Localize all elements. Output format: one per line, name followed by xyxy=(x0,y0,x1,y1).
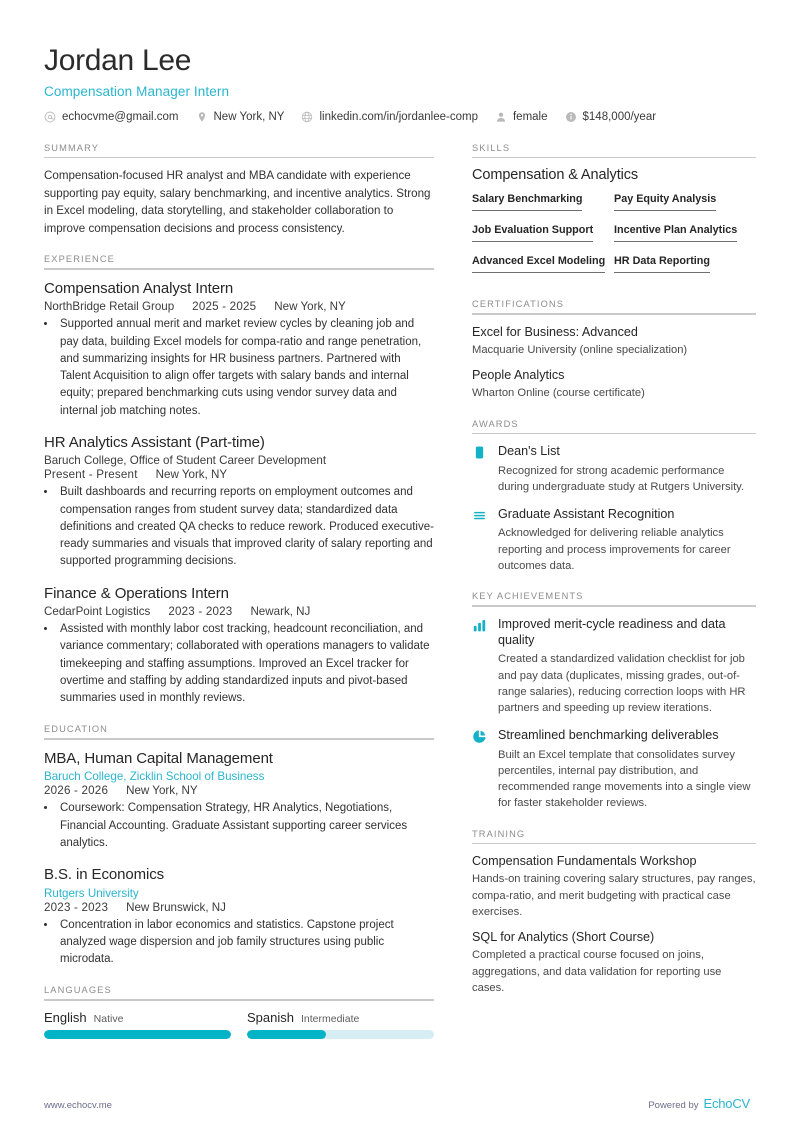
language-progress-fill xyxy=(247,1030,326,1039)
summary-section-title: SUMMARY xyxy=(44,142,100,153)
entry-bullet: • Concentration in labor economics and statistics. Capstone project analyzed wage dispersion and job family structures using public microdata. xyxy=(57,917,434,969)
entry-school: Baruch College, Zicklin School of Business xyxy=(44,770,265,784)
achievements-section xyxy=(472,591,756,811)
awards-list xyxy=(472,443,756,574)
entry-role: HR Analytics Assistant (Part-time) xyxy=(44,433,265,451)
experience-section xyxy=(44,254,434,707)
skill-chip xyxy=(472,220,614,242)
contact-item[interactable] xyxy=(495,111,548,123)
entry-organization: Baruch College, Office of Student Career Development xyxy=(44,454,327,468)
contact-text: New York, NY xyxy=(213,110,285,123)
entry-role: Compensation Analyst Intern xyxy=(44,279,234,297)
contact-item[interactable] xyxy=(565,111,657,123)
entry-location: Newark, NJ xyxy=(250,605,311,619)
award-title: Dean's List xyxy=(498,444,560,459)
education-section-title: EDUCATION xyxy=(44,724,108,735)
section-divider xyxy=(44,738,434,740)
language-name: Spanish xyxy=(247,1009,294,1025)
experience-entry xyxy=(44,584,434,708)
education-section xyxy=(44,724,434,968)
entry-role: Finance & Operations Intern xyxy=(44,584,229,602)
skill-label: Pay Equity Analysis xyxy=(614,193,716,211)
award-description: Acknowledged for delivering reliable analytics reporting and process improvements for career outcomes data. xyxy=(498,527,731,572)
achievement-body xyxy=(498,616,756,717)
experience-entry xyxy=(44,433,434,571)
skill-chip xyxy=(614,189,756,211)
education-list xyxy=(44,749,434,969)
education-entry xyxy=(44,865,434,968)
training-name: SQL for Analytics (Short Course) xyxy=(472,930,655,945)
entry-meta-line xyxy=(44,300,434,313)
entry-bullet: • Coursework: Compensation Strategy, HR Analytics, Negotiations, Financial Accounting. Graduate Assistant supporting career services analytics. xyxy=(57,800,434,852)
skill-chip xyxy=(472,251,614,273)
certification-item xyxy=(472,324,756,359)
language-head xyxy=(44,1010,231,1025)
awards-section-title: AWARDS xyxy=(472,418,519,429)
entry-date-location-line xyxy=(44,784,434,797)
language-progress-fill xyxy=(44,1030,231,1039)
achievement-description: Built an Excel template that consolidates survey percentiles, internal pay distribution, and recommended range movements into a single view for faster stakeholder reviews. xyxy=(498,748,751,810)
entry-degree: MBA, Human Capital Management xyxy=(44,749,273,767)
languages-list xyxy=(44,1010,434,1039)
skill-chip xyxy=(614,220,756,242)
entry-bullets xyxy=(44,621,434,707)
skill-label: Job Evaluation Support xyxy=(472,224,593,242)
entry-bullet: • Assisted with monthly labor cost tracking, headcount reconciliation, and variance commentary; collaborated with operations managers to validate timekeeping and staffing assumptions. Improved an Excel tracker for overtime and staffing by adding standardized inputs and pivot-based summaries used in monthly reviews. xyxy=(57,621,434,707)
summary-section xyxy=(44,143,434,238)
certifications-section-title: CERTIFICATIONS xyxy=(472,299,565,309)
contact-text: $148,000/year xyxy=(582,110,657,123)
achievements-section-title: KEY ACHIEVEMENTS xyxy=(472,591,584,602)
languages-section-title: LANGUAGES xyxy=(44,985,112,996)
entry-dates: 2023 - 2023 xyxy=(168,605,233,619)
education-entry xyxy=(44,749,434,852)
skills-section-title: SKILLS xyxy=(472,142,511,153)
training-item xyxy=(472,929,756,996)
list-lines-icon xyxy=(472,506,488,574)
certifications-section xyxy=(472,299,756,402)
bar-chart-icon xyxy=(472,616,488,717)
skills-section xyxy=(472,143,756,283)
pie-chart-icon xyxy=(472,727,488,811)
achievement-item xyxy=(472,727,756,811)
skill-label: Salary Benchmarking xyxy=(472,193,582,211)
info-circle-icon xyxy=(565,111,577,123)
language-name: English xyxy=(44,1009,87,1025)
achievement-description: Created a standardized validation checklist for job and pay data (duplicates, missing grades, out-of-range salaries), reducing correction loops with HR partners and speeding up review iterations. xyxy=(498,653,746,714)
resume-columns xyxy=(44,142,756,1056)
training-list xyxy=(472,853,756,996)
entry-location: New York, NY xyxy=(155,468,228,482)
certification-name: People Analytics xyxy=(472,368,565,383)
entry-organization: NorthBridge Retail Group xyxy=(44,300,175,314)
skill-chip xyxy=(472,189,614,211)
summary-text: Compensation-focused HR analyst and MBA candidate with experience supporting pay equity, salary benchmarking, and incentive analytics. Strong in Excel modeling, data storytelling, and stakeholder collaboration to improve compensation decisions and process consistency. xyxy=(44,169,431,235)
entry-bullet: • Built dashboards and recurring reports on employment outcomes and compensation ranges from student survey data; standardized data definitions and created QA checks to reduce rework. Produced executive-ready summaries and visuals that improved clarity of salary reporting and supported programming decisions. xyxy=(57,484,434,570)
skill-group-name: Compensation & Analytics xyxy=(472,167,639,183)
footer-brand xyxy=(648,1096,750,1111)
section-divider xyxy=(472,157,756,159)
person-icon xyxy=(495,111,507,123)
experience-list xyxy=(44,279,434,708)
training-item xyxy=(472,853,756,920)
section-divider xyxy=(472,605,756,607)
location-pin-icon xyxy=(196,111,208,123)
training-name: Compensation Fundamentals Workshop xyxy=(472,854,697,869)
language-item xyxy=(247,1010,434,1039)
skill-label: Advanced Excel Modeling xyxy=(472,255,605,273)
experience-section-title: EXPERIENCE xyxy=(44,254,115,265)
entry-dates: 2026 - 2026 xyxy=(44,784,109,798)
award-body xyxy=(498,443,756,495)
entry-location: New York, NY xyxy=(274,300,346,314)
award-item xyxy=(472,443,756,495)
language-level: Intermediate xyxy=(300,1012,360,1025)
training-description: Completed a practical course focused on joins, aggregations, and data validation for reporting use cases. xyxy=(472,949,722,994)
achievement-body xyxy=(498,727,756,811)
powered-by-label: Powered by xyxy=(648,1100,699,1111)
award-body xyxy=(498,506,756,574)
entry-meta-line xyxy=(44,605,434,618)
language-progress-track xyxy=(247,1030,434,1039)
section-divider xyxy=(472,313,756,315)
entry-dates: Present - Present xyxy=(44,468,138,482)
section-divider xyxy=(44,157,434,159)
achievement-item xyxy=(472,616,756,717)
contact-text: echocvme@gmail.com xyxy=(62,110,179,123)
badge-icon xyxy=(472,443,488,495)
contact-row xyxy=(44,111,750,123)
entry-dates: 2025 - 2025 xyxy=(192,300,257,314)
skills-list xyxy=(472,189,756,282)
award-item xyxy=(472,506,756,574)
contact-text: female xyxy=(512,110,548,123)
certification-issuer: Wharton Online (course certificate) xyxy=(472,387,645,400)
certification-name: Excel for Business: Advanced xyxy=(472,324,638,339)
entry-date-location-line xyxy=(44,901,434,914)
page-footer xyxy=(44,1096,750,1111)
right-column xyxy=(472,143,756,1014)
award-description: Recognized for strong academic performance during undergraduate study at Rutgers University. xyxy=(498,464,745,493)
achievements-list xyxy=(472,616,756,812)
contact-item[interactable] xyxy=(44,111,179,123)
language-item xyxy=(44,1010,231,1039)
contact-text: linkedin.com/in/jordanlee-comp xyxy=(319,110,478,123)
languages-section xyxy=(44,985,434,1039)
skill-chip xyxy=(614,251,756,273)
certification-item xyxy=(472,367,756,402)
language-head xyxy=(247,1010,434,1025)
contact-item[interactable] xyxy=(196,111,285,123)
entry-organization-line xyxy=(44,454,434,467)
entry-degree: B.S. in Economics xyxy=(44,866,165,884)
entry-dates: 2023 - 2023 xyxy=(44,900,109,914)
section-divider xyxy=(44,999,434,1001)
language-level: Native xyxy=(93,1012,124,1025)
training-section xyxy=(472,829,756,997)
skill-label: Incentive Plan Analytics xyxy=(614,224,737,242)
entry-bullets xyxy=(44,800,434,852)
certification-issuer: Macquarie University (online specialization) xyxy=(472,343,688,356)
section-divider xyxy=(472,843,756,845)
contact-item[interactable] xyxy=(301,111,478,123)
entry-location: New Brunswick, NJ xyxy=(126,900,226,914)
candidate-headline: Compensation Manager Intern xyxy=(44,83,230,99)
certifications-list xyxy=(472,324,756,402)
entry-bullets xyxy=(44,917,434,969)
entry-bullets xyxy=(44,484,434,570)
entry-school: Rutgers University xyxy=(44,886,139,900)
globe-icon xyxy=(301,111,313,123)
entry-bullets xyxy=(44,316,434,420)
experience-entry xyxy=(44,279,434,420)
left-column xyxy=(44,143,434,1056)
email-icon xyxy=(44,111,56,123)
achievement-title: Streamlined benchmarking deliverables xyxy=(498,728,719,743)
skill-label: HR Data Reporting xyxy=(614,255,710,273)
resume-header xyxy=(44,44,750,123)
section-divider xyxy=(472,433,756,435)
entry-date-location-line xyxy=(44,468,434,481)
section-divider xyxy=(44,268,434,270)
brand-name: EchoCV xyxy=(703,1096,750,1111)
awards-section xyxy=(472,419,756,574)
footer-url[interactable]: www.echocv.me xyxy=(44,1100,112,1111)
entry-location: New York, NY xyxy=(126,784,198,798)
candidate-name: Jordan Lee xyxy=(44,44,192,77)
entry-school-line xyxy=(44,887,434,900)
language-progress-track xyxy=(44,1030,231,1039)
entry-bullet: • Supported annual merit and market review cycles by cleaning job and pay data, building Excel models for compa-ratio and range penetration, and summarizing insights for HR business partners. Partnered with Talent Acquisition to align offer targets with salary bands and internal equity; prepared benchmarking cuts using vendor survey data and internal job matching notes. xyxy=(57,316,434,420)
training-description: Hands-on training covering salary structures, pay ranges, compa-ratio, and merit budgeting with practical case exercises. xyxy=(472,873,756,918)
entry-school-line xyxy=(44,770,434,783)
award-title: Graduate Assistant Recognition xyxy=(498,507,675,522)
training-section-title: TRAINING xyxy=(472,828,526,839)
achievement-title: Improved merit-cycle readiness and data quality xyxy=(498,616,726,647)
entry-organization: CedarPoint Logistics xyxy=(44,605,151,619)
